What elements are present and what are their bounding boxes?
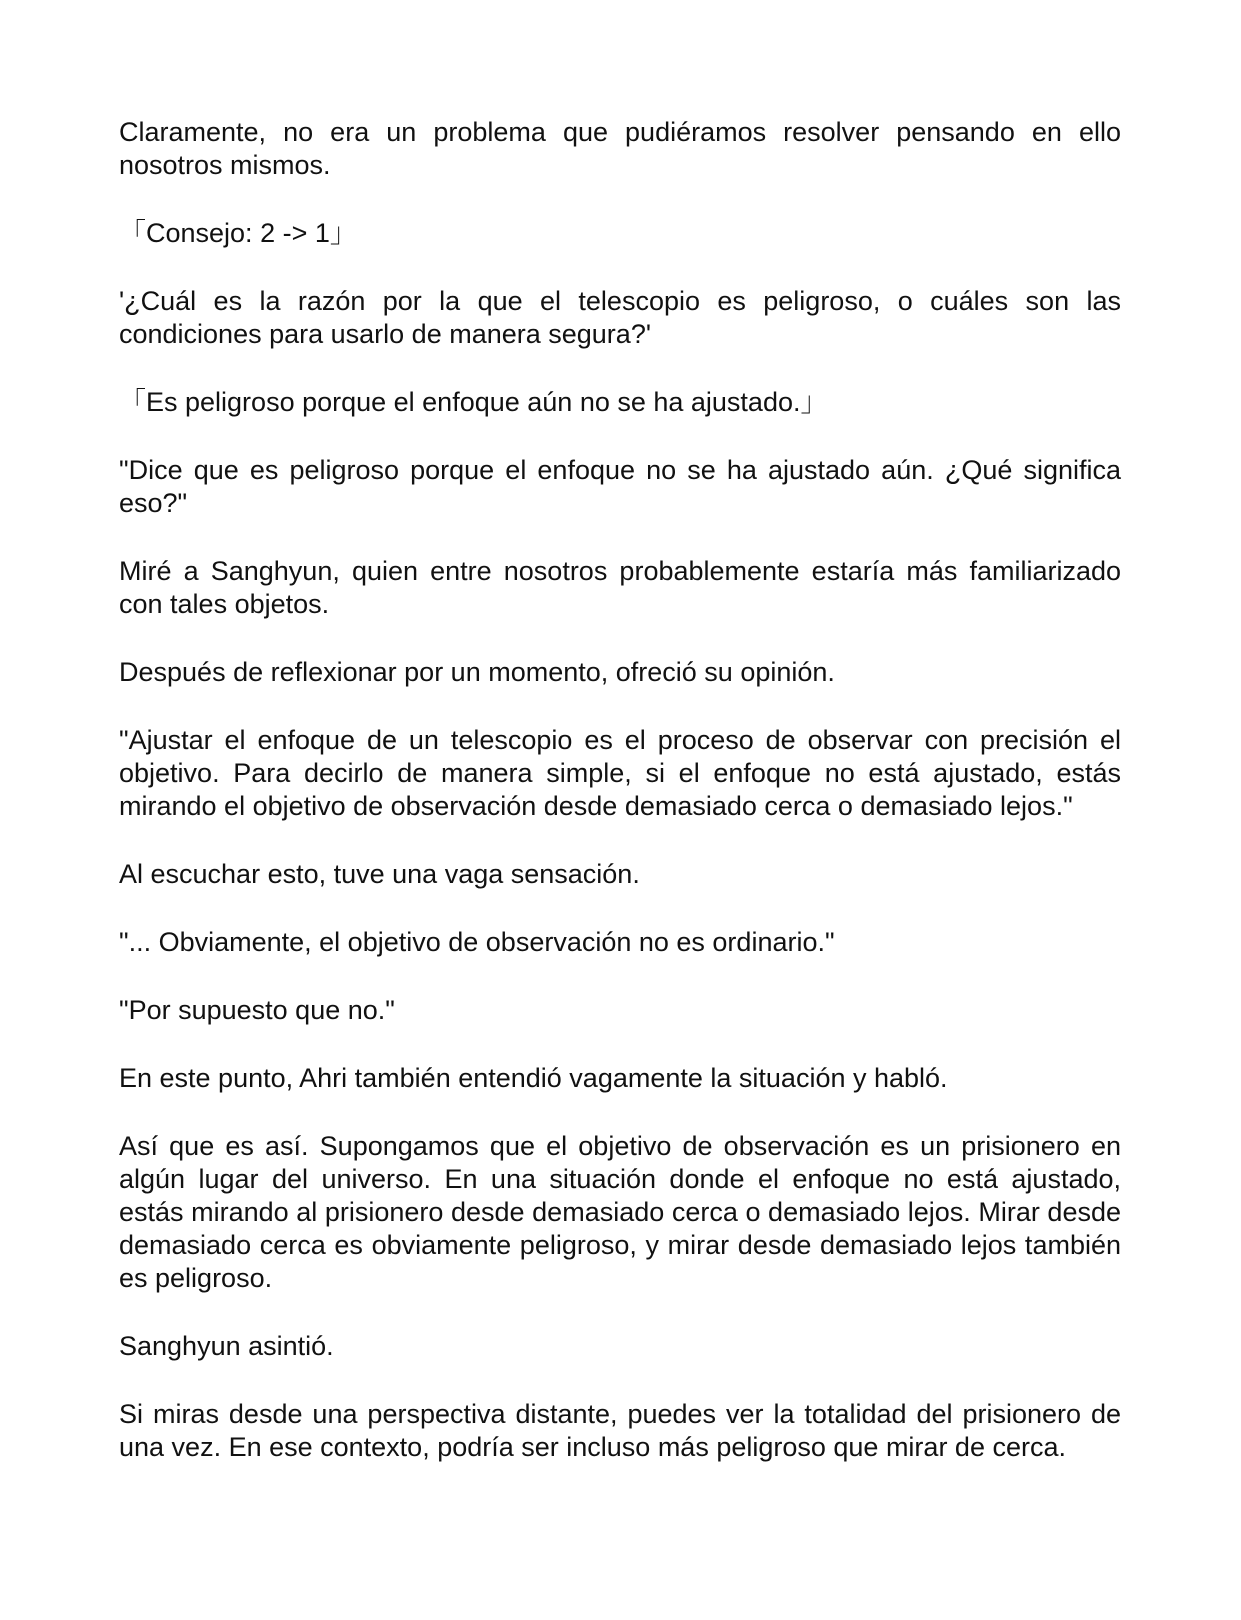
paragraph: "Por supuesto que no." bbox=[119, 995, 395, 1025]
paragraph: Claramente, no era un problema que pudiéramos resolver pensando en ello nosotros mismos. bbox=[119, 117, 1121, 180]
paragraph: Miré a Sanghyun, quien entre nosotros probablemente estaría más familiarizado con tales objetos. bbox=[119, 556, 1121, 619]
bracket-note: 「Consejo: 2 -> 1」 bbox=[119, 218, 357, 248]
paragraph: '¿Cuál es la razón por la que el telescopio es peligroso, o cuáles son las condiciones para usarlo de manera segura?' bbox=[119, 286, 1121, 349]
paragraph: Después de reflexionar por un momento, ofreció su opinión. bbox=[119, 657, 835, 687]
paragraph: Así que es así. Supongamos que el objetivo de observación es un prisionero en algún lugar del universo. En una situación donde el enfoque no está ajustado, estás mirando al prisionero desde demasiado cerca o demasiado lejos. Mirar desde demasiado cerca es obviamente peligroso, y mirar desde demasiado lejos también es peligroso. bbox=[119, 1131, 1121, 1293]
paragraph: Si miras desde una perspectiva distante, puedes ver la totalidad del prisionero de una vez. En ese contexto, podría ser incluso más peligroso que mirar de cerca. bbox=[119, 1399, 1121, 1462]
paragraph: "... Obviamente, el objetivo de observación no es ordinario." bbox=[119, 927, 835, 957]
paragraph: "Ajustar el enfoque de un telescopio es el proceso de observar con precisión el objetivo. Para decirlo de manera simple, si el enfoque no está ajustado, estás mirando el objetivo de observación desde demasiado cerca o demasiado lejos." bbox=[119, 725, 1121, 821]
paragraph: Al escuchar esto, tuve una vaga sensación. bbox=[119, 859, 640, 889]
paragraph: Sanghyun asintió. bbox=[119, 1331, 334, 1361]
paragraph: En este punto, Ahri también entendió vagamente la situación y habló. bbox=[119, 1063, 948, 1093]
bracket-note: 「Es peligroso porque el enfoque aún no se ha ajustado.」 bbox=[119, 387, 828, 417]
paragraph: "Dice que es peligroso porque el enfoque no se ha ajustado aún. ¿Qué significa eso?" bbox=[119, 455, 1121, 518]
document-body bbox=[119, 116, 1121, 1464]
